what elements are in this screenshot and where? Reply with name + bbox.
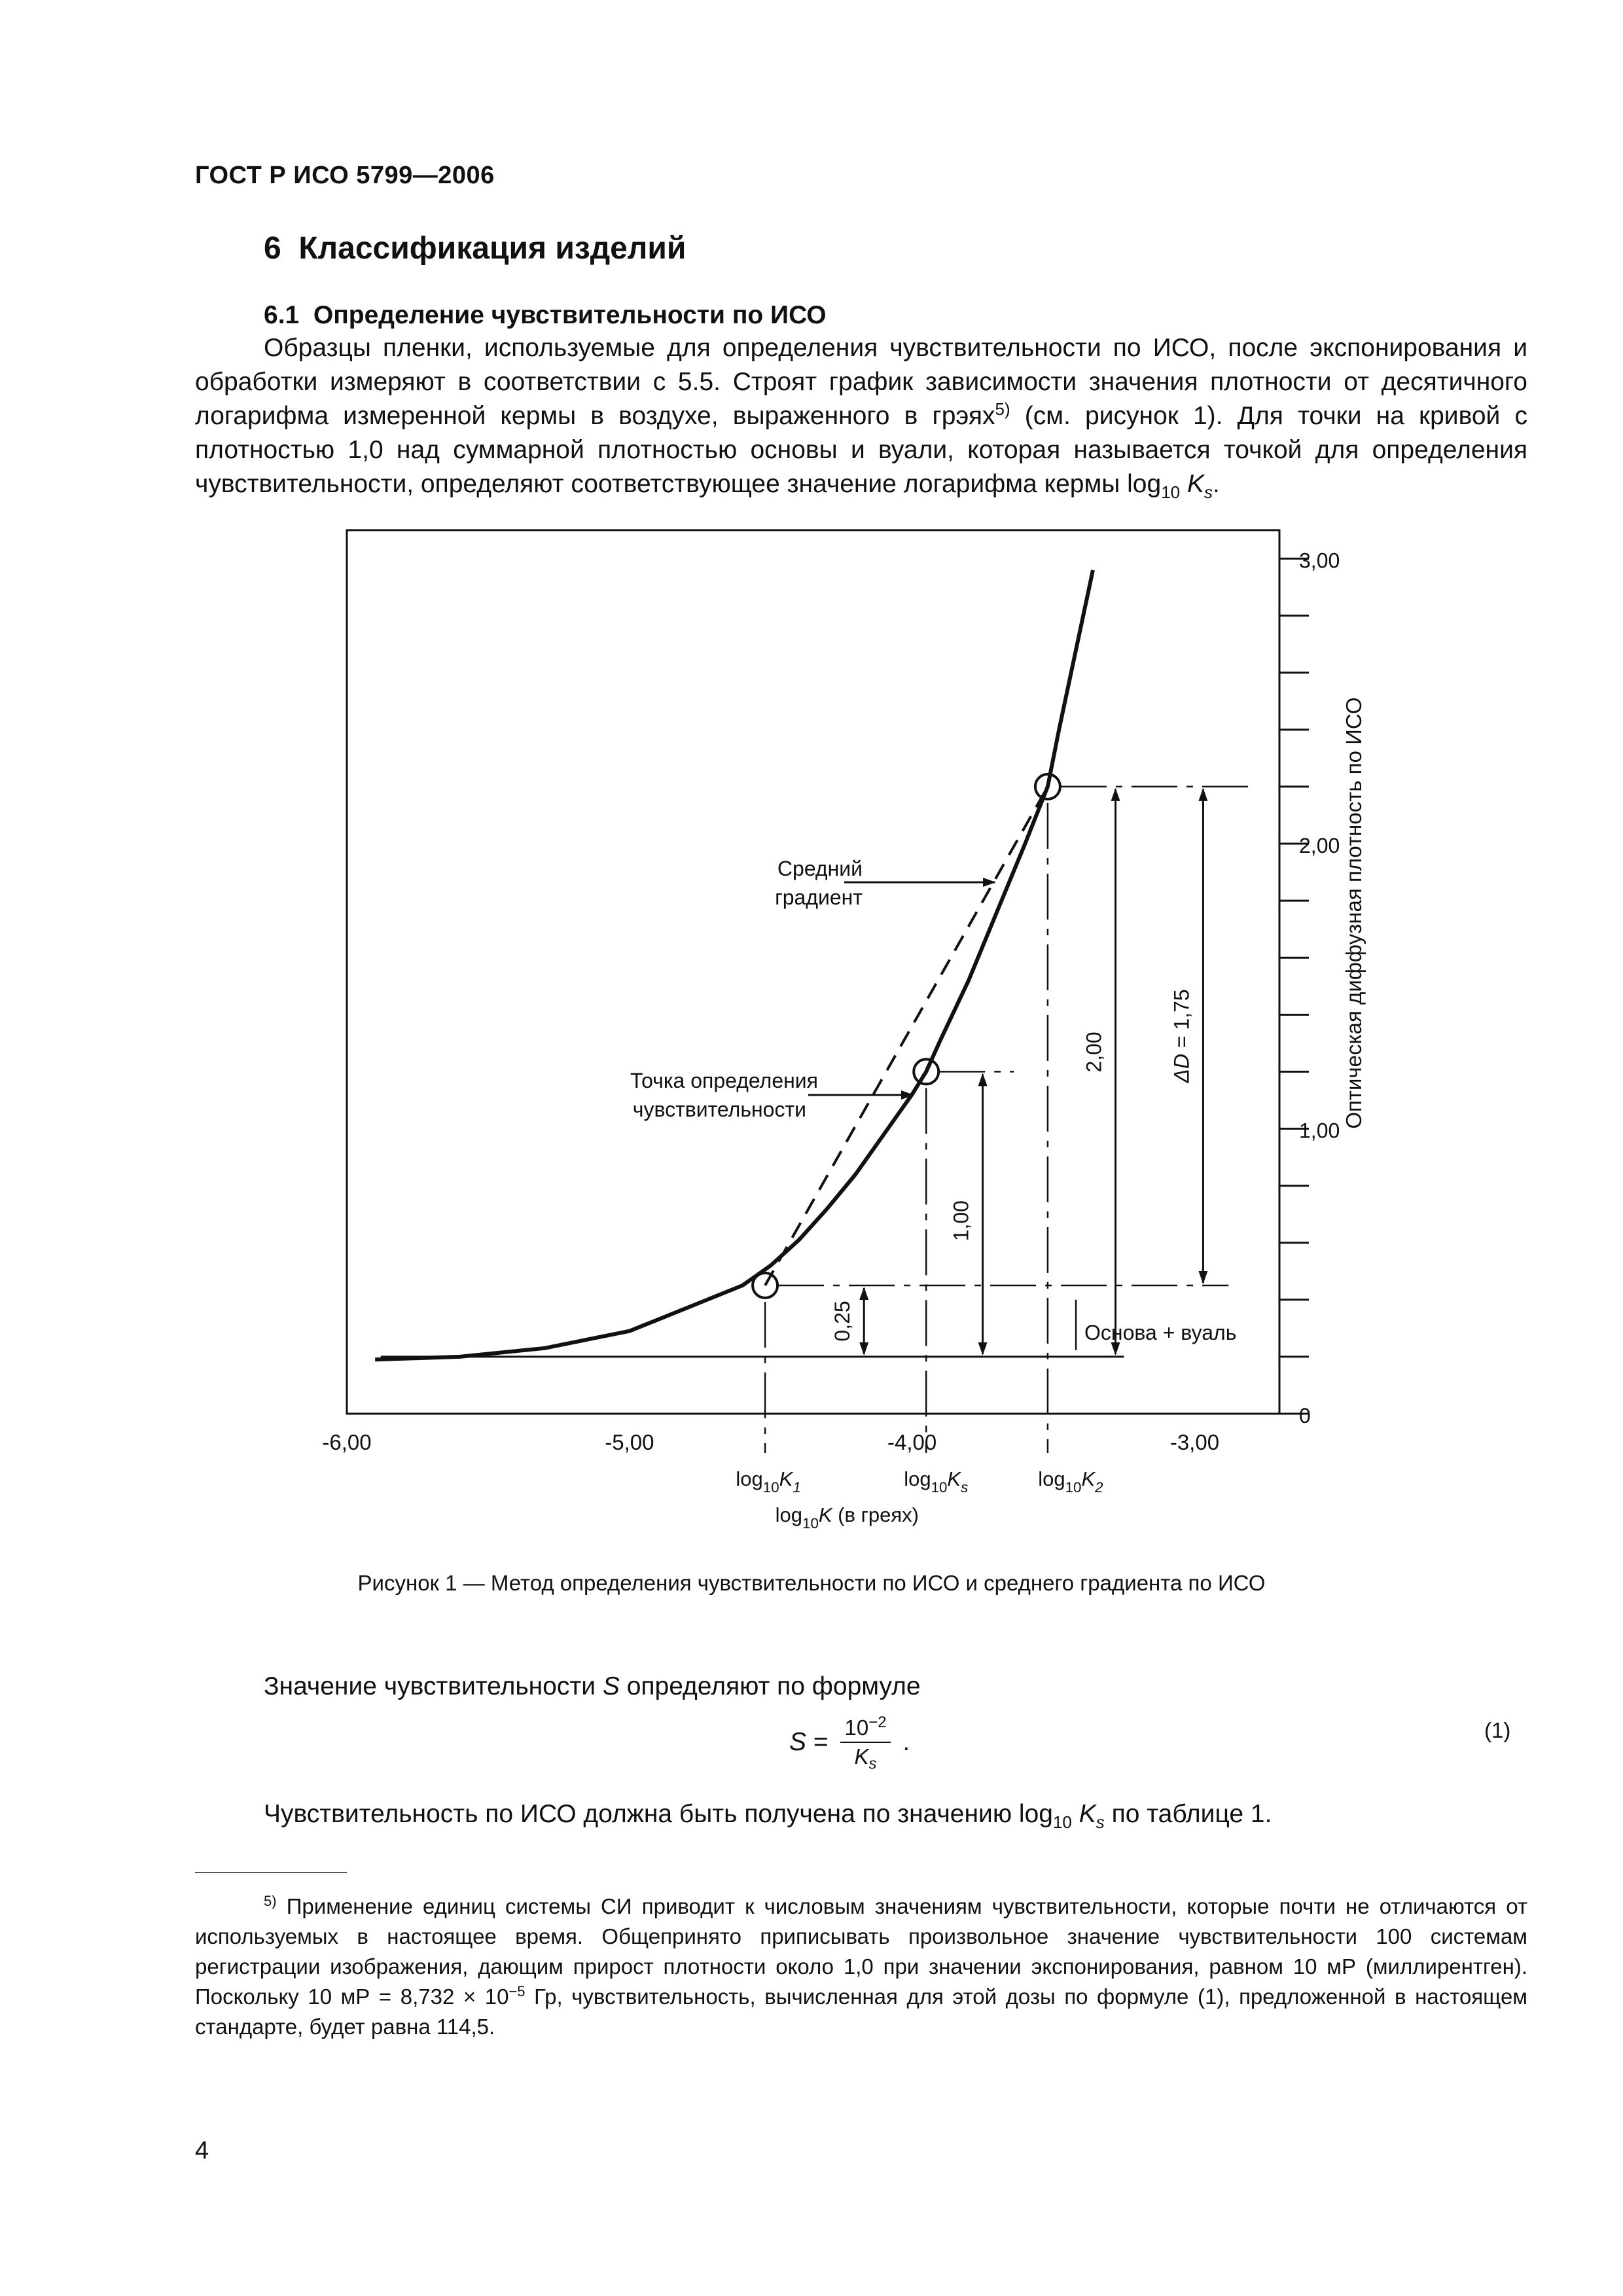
formula-intro-post: определяют по формуле: [619, 1672, 921, 1700]
log-base: 10: [1161, 482, 1181, 502]
iso-text-sub: s: [1096, 1812, 1105, 1832]
formula-dot: .: [902, 1728, 910, 1757]
formula-lhs: S: [789, 1728, 807, 1757]
y-tick-label: 2,00: [1299, 834, 1340, 858]
plot-frame: [347, 530, 1279, 1414]
section-title: Классификация изделий: [298, 231, 687, 266]
label-log10ks: $\log_{10}K_s$: [904, 1467, 969, 1496]
label-log10k1: $\log_{10}K_1$: [736, 1467, 801, 1496]
formula-number: (1): [1484, 1718, 1511, 1742]
x-axis-title: $\log_{10}K$ (в греях): [775, 1503, 919, 1532]
label-log10k2: $\log_{10}K_2$: [1038, 1467, 1103, 1496]
paragraph-end: .: [1212, 470, 1220, 498]
formula-numerator: [840, 1713, 890, 1743]
section-number: 6: [264, 231, 281, 266]
formula-fraction: [840, 1713, 890, 1774]
y-axis-title: Оптическая диффузная плотность по ИСО: [1342, 697, 1366, 1129]
iso-text-var: K: [1079, 1800, 1096, 1828]
label-dim-delta: ΔD = 1,75: [1169, 989, 1194, 1083]
formula-intro: [264, 1672, 921, 1701]
formula-num-exp: −2: [868, 1713, 887, 1731]
formula-intro-pre: Значение чувствительности: [264, 1672, 603, 1700]
document-header: ГОСТ Р ИСО 5799—2006: [195, 162, 495, 189]
footnote: [195, 1892, 1527, 2042]
formula-num-base: 10: [844, 1715, 869, 1740]
iso-table-reference: [264, 1800, 1272, 1833]
iso-text-base: 10: [1052, 1812, 1072, 1832]
x-tick-label: -3,00: [1169, 1430, 1220, 1454]
label-dim-100: 1,00: [949, 1200, 973, 1242]
footnote-reference[interactable]: 5): [995, 399, 1010, 419]
label-dim-200: 2,00: [1082, 1031, 1106, 1073]
paragraph-part1: Образцы пленки, используемые для определения чувствительности по ИСО, после экспонирования и обработки измеряют в соответствии с 5.5. Строят график зависимости значения плотности от десятичного логарифма измеренной кермы в воздухе, выраженного в грэях: [195, 334, 1527, 430]
formula-equals: =: [813, 1728, 829, 1757]
formula-denominator: [840, 1743, 890, 1774]
x-tick-label: -4,00: [887, 1430, 937, 1454]
footnote-text-2: Гр, чувствительность, вычисленная для этой дозы по формуле (1), предложенной в настоящем стандарте, будет равна 114,5.: [195, 1984, 1527, 2039]
footnote-mark: 5): [264, 1893, 277, 1909]
subsection-title: Определение чувствительности по ИСО: [313, 301, 827, 329]
paragraph-part2: (см. рисунок 1). Для точки на кривой с плотностью 1,0 над суммарной плотностью основы и вуали, которая называется точкой для определения чувствительности, определяют соответствующее значение логарифма кермы log: [195, 402, 1527, 498]
y-tick-label: 0: [1299, 1404, 1311, 1427]
y-tick-label: 1,00: [1299, 1119, 1340, 1143]
footnote-divider: [195, 1872, 347, 1873]
var-k: K: [1186, 470, 1204, 498]
formula-1: [789, 1713, 910, 1774]
formula-intro-var: S: [602, 1672, 620, 1700]
label-base-fog: Основа + вуаль: [1084, 1320, 1237, 1344]
label-speed-point-1: Точка определения: [630, 1069, 818, 1092]
formula-den-var: K: [854, 1744, 869, 1768]
label-dim-025: 0,25: [830, 1300, 855, 1342]
footnote-text-1: Применение единиц системы СИ приводит к числовым значениям чувствительности, которые почти не отличаются от используемых в настоящее время. Общепринято приписывать произвольное значение чувствительности 100 системам регистрации изображения, дающим прирост плотности около 1,0 при значении экспонирования, равном 10 мР (миллирентген). Поскольку 10 мР = 8,732 × 10: [195, 1894, 1527, 2009]
characteristic-curve: [375, 570, 1093, 1359]
label-speed-point-2: чувствительности: [632, 1098, 806, 1121]
formula-den-sub: s: [868, 1755, 877, 1773]
iso-text-pre: Чувствительность по ИСО должна быть получена по значению log: [264, 1800, 1053, 1828]
iso-text-post: по таблице 1.: [1104, 1800, 1272, 1828]
page-number: 4: [195, 2137, 209, 2164]
var-k-sub: s: [1204, 482, 1213, 502]
subsection-number: 6.1: [264, 301, 300, 329]
figure-caption: Рисунок 1 — Метод определения чувствительности по ИСО и среднего градиента по ИСО: [357, 1571, 1266, 1595]
footnote-exponent: −5: [508, 1983, 526, 2000]
label-mean-gradient-1: Средний: [777, 857, 863, 880]
x-tick-label: -6,00: [322, 1430, 372, 1454]
y-tick-label: 3,00: [1299, 548, 1340, 573]
x-tick-label: -5,00: [605, 1430, 654, 1454]
label-mean-gradient-2: градиент: [775, 886, 863, 909]
